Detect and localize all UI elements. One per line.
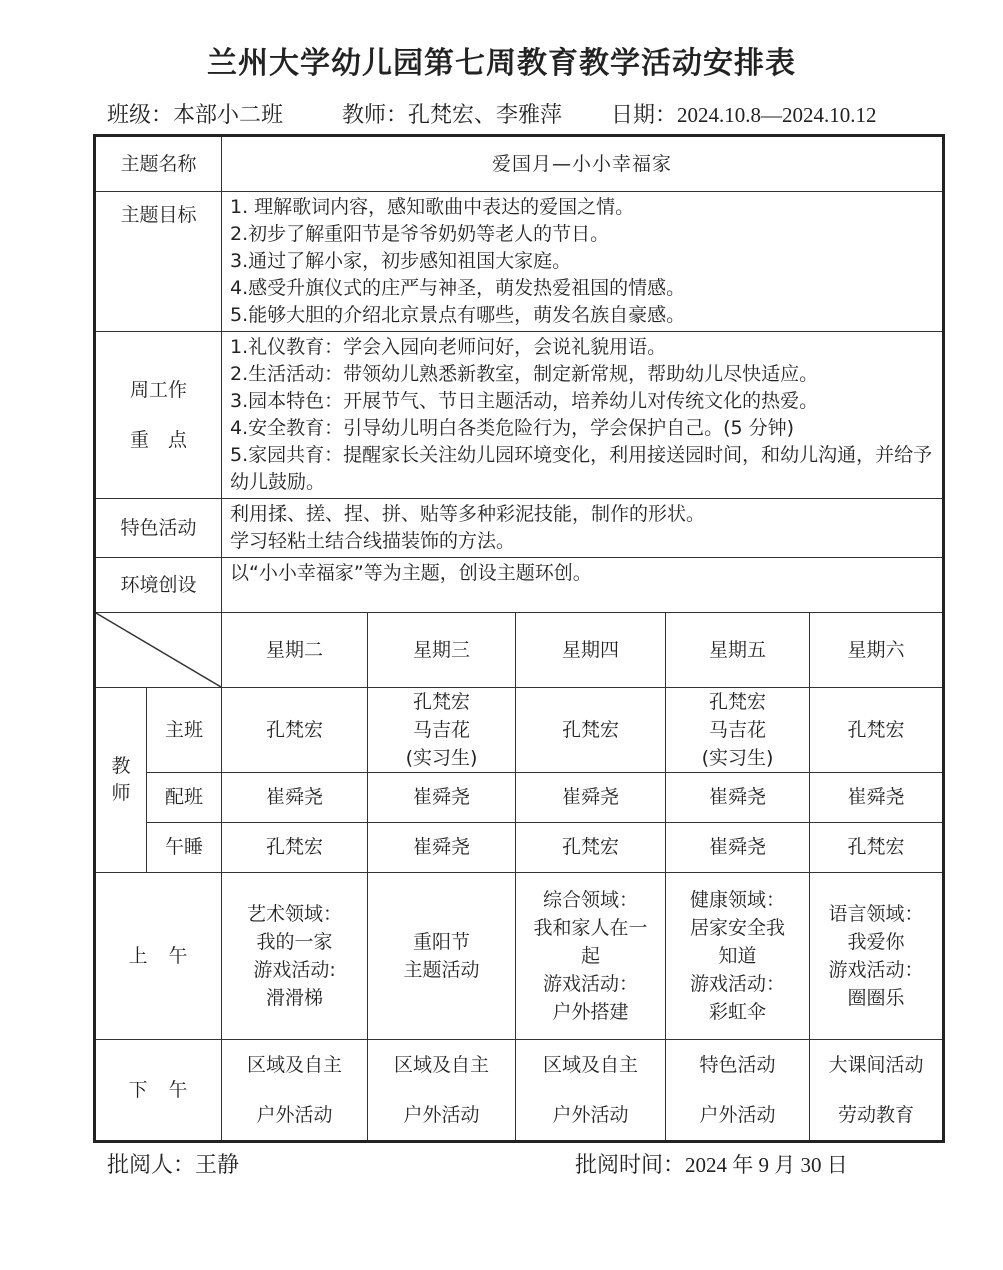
activity-line: 我的一家	[256, 931, 333, 953]
teacher-role-label: 配班	[147, 773, 222, 823]
teacher-cell	[222, 688, 368, 773]
activity-line: 知道	[718, 945, 757, 967]
afternoon-cell	[666, 1040, 810, 1142]
goal-item: 2.初步了解重阳节是爷爷奶奶等老人的节日。	[230, 223, 610, 245]
morning-label: 上 午	[95, 873, 222, 1040]
teacher-row-nap	[95, 823, 944, 873]
theme-label: 主题名称	[95, 136, 222, 192]
theme-row	[95, 136, 944, 192]
activity-line: 重阳节	[413, 931, 471, 953]
activity-line: 户外活动	[699, 1104, 776, 1126]
day-header: 星期三	[368, 613, 516, 688]
focus-item: 4.安全教育：引导幼儿明白各类危险行为，学会保护自己。(5 分钟)	[230, 417, 795, 439]
goal-item: 3.通过了解小家，初步感知祖国大家庭。	[230, 250, 572, 272]
activity-line: 居家安全我	[690, 917, 786, 939]
teacher-cell: 孔梵宏	[222, 823, 368, 873]
activity-line: 圈圈乐	[847, 987, 905, 1009]
activity-line: 游戏活动：	[828, 959, 924, 981]
activity-line: 特色活动	[699, 1054, 776, 1076]
activity-line: 区域及自主	[394, 1054, 490, 1076]
morning-cell	[810, 873, 944, 1040]
morning-row	[95, 873, 944, 1040]
afternoon-cell	[516, 1040, 666, 1142]
teacher-cell: 崔舜尧	[810, 773, 944, 823]
teacher-cell: 崔舜尧	[368, 773, 516, 823]
page-title: 兰州大学幼儿园第七周教育教学活动安排表	[207, 46, 796, 81]
activity-line: 综合领域：	[543, 889, 639, 911]
day-header: 星期五	[666, 613, 810, 688]
activity-line: 区域及自主	[247, 1054, 343, 1076]
teacher-cell	[666, 688, 810, 773]
teacher-name: 孔梵宏	[847, 719, 905, 741]
teacher-cell: 崔舜尧	[666, 823, 810, 873]
feature-label: 特色活动	[95, 499, 222, 558]
goal-item: 1. 理解歌词内容，感知歌曲中表达的爱国之情。	[230, 196, 635, 218]
focus-list	[222, 332, 944, 499]
activity-line: 劳动教育	[838, 1104, 915, 1126]
review-time-prefix: 批阅时间：	[575, 1153, 686, 1178]
class-label: 班级：本部小二班	[107, 103, 284, 128]
morning-cell	[368, 873, 516, 1040]
afternoon-label: 下 午	[95, 1040, 222, 1142]
teacher-name: 孔梵宏	[709, 691, 767, 713]
teacher-note: (实习生)	[701, 747, 774, 769]
activity-line: 大课间活动	[828, 1054, 924, 1076]
schedule-table	[93, 134, 945, 1143]
teacher-cell	[516, 688, 666, 773]
teachers-label-line1: 教	[111, 755, 131, 777]
diagonal-line	[96, 613, 221, 687]
morning-cell	[516, 873, 666, 1040]
afternoon-cell	[222, 1040, 368, 1142]
teacher-cell: 崔舜尧	[222, 773, 368, 823]
teacher-cell	[810, 688, 944, 773]
activity-line: 户外搭建	[552, 1001, 629, 1023]
env-row	[95, 558, 944, 613]
date-value: 2024.10.8—2024.10.12	[677, 103, 877, 127]
teacher-cell: 崔舜尧	[666, 773, 810, 823]
activity-line: 户外活动	[552, 1104, 629, 1126]
activity-line: 主题活动	[403, 959, 480, 981]
activity-line: 户外活动	[256, 1104, 333, 1126]
teachers-label-line2: 师	[111, 782, 131, 804]
feature-item: 学习轻粘土结合线描装饰的方法。	[230, 530, 516, 552]
afternoon-cell	[368, 1040, 516, 1142]
teacher-row-main	[95, 688, 944, 773]
focus-row	[95, 332, 944, 499]
activity-line: 健康领域：	[690, 889, 786, 911]
env-label: 环境创设	[95, 558, 222, 613]
activity-line: 起	[581, 945, 601, 967]
activity-line: 游戏活动：	[690, 973, 786, 995]
day-header: 星期四	[516, 613, 666, 688]
teacher-row-assist	[95, 773, 944, 823]
focus-item: 2.生活活动：带领幼儿熟悉新教室，制定新常规，帮助幼儿尽快适应。	[230, 363, 819, 385]
goals-label: 主题目标	[95, 192, 222, 332]
review-time-value: 2024 年 9 月 30 日	[685, 1153, 848, 1177]
teacher-name: 马吉花	[709, 719, 767, 741]
teacher-note: (实习生)	[405, 747, 478, 769]
activity-line: 游戏活动：	[543, 973, 639, 995]
teacher-name: 孔梵宏	[413, 691, 471, 713]
reviewer-label: 批阅人：王静	[107, 1153, 240, 1178]
teacher-name: 马吉花	[413, 719, 471, 741]
theme-value: 爱国月—小小幸福家	[222, 136, 944, 192]
feature-item: 利用揉、搓、捏、拼、贴等多种彩泥技能，制作的形状。	[230, 503, 706, 525]
focus-label-line2: 重 点	[130, 429, 188, 451]
focus-item: 5.家园共育：提醒家长关注幼儿园环境变化，利用接送园时间，和幼儿沟通，并给予幼儿鼓励。	[230, 444, 933, 493]
focus-label-line1: 周工作	[130, 379, 188, 401]
morning-cell	[666, 873, 810, 1040]
goal-item: 4.感受升旗仪式的庄严与神圣，萌发热爱祖国的情感。	[230, 277, 686, 299]
corner-diagonal-cell	[95, 613, 222, 688]
teacher-cell: 孔梵宏	[810, 823, 944, 873]
review-time-label	[575, 1148, 848, 1179]
focus-item: 3.园本特色：开展节气、节日主题活动，培养幼儿对传统文化的热爱。	[230, 390, 819, 412]
afternoon-cell	[810, 1040, 944, 1142]
goals-row	[95, 192, 944, 332]
teacher-cell	[368, 688, 516, 773]
activity-line: 户外活动	[403, 1104, 480, 1126]
teacher-role-label: 主班	[147, 688, 222, 773]
teacher-cell: 崔舜尧	[516, 773, 666, 823]
env-value: 以“小小幸福家”等为主题，创设主题环创。	[222, 558, 944, 613]
goal-item: 5.能够大胆的介绍北京景点有哪些，萌发名族自豪感。	[230, 304, 686, 326]
day-header: 星期六	[810, 613, 944, 688]
feature-row	[95, 499, 944, 558]
teacher-role-label: 午睡	[147, 823, 222, 873]
afternoon-row	[95, 1040, 944, 1142]
teacher-label: 教师：孔梵宏、李雅萍	[342, 103, 563, 128]
teacher-cell: 孔梵宏	[516, 823, 666, 873]
activity-line: 我和家人在一	[533, 917, 648, 939]
activity-line: 游戏活动:	[253, 959, 336, 981]
goals-list	[222, 192, 944, 332]
morning-cell	[222, 873, 368, 1040]
focus-label	[95, 332, 222, 499]
teacher-name: 孔梵宏	[562, 719, 620, 741]
activity-line: 艺术领域：	[247, 903, 343, 925]
activity-line: 彩虹伞	[709, 1001, 767, 1023]
activity-line: 区域及自主	[543, 1054, 639, 1076]
days-header-row	[95, 613, 944, 688]
activity-line: 我爱你	[847, 931, 905, 953]
feature-list	[222, 499, 944, 558]
teachers-label	[95, 688, 147, 873]
teacher-name: 孔梵宏	[266, 719, 324, 741]
activity-line: 滑滑梯	[266, 987, 324, 1009]
teacher-cell: 崔舜尧	[368, 823, 516, 873]
date-prefix: 日期：	[611, 103, 678, 128]
date-label	[611, 98, 877, 129]
day-header: 星期二	[222, 613, 368, 688]
focus-item: 1.礼仪教育：学会入园向老师问好，会说礼貌用语。	[230, 336, 667, 358]
activity-line: 语言领域：	[828, 903, 924, 925]
